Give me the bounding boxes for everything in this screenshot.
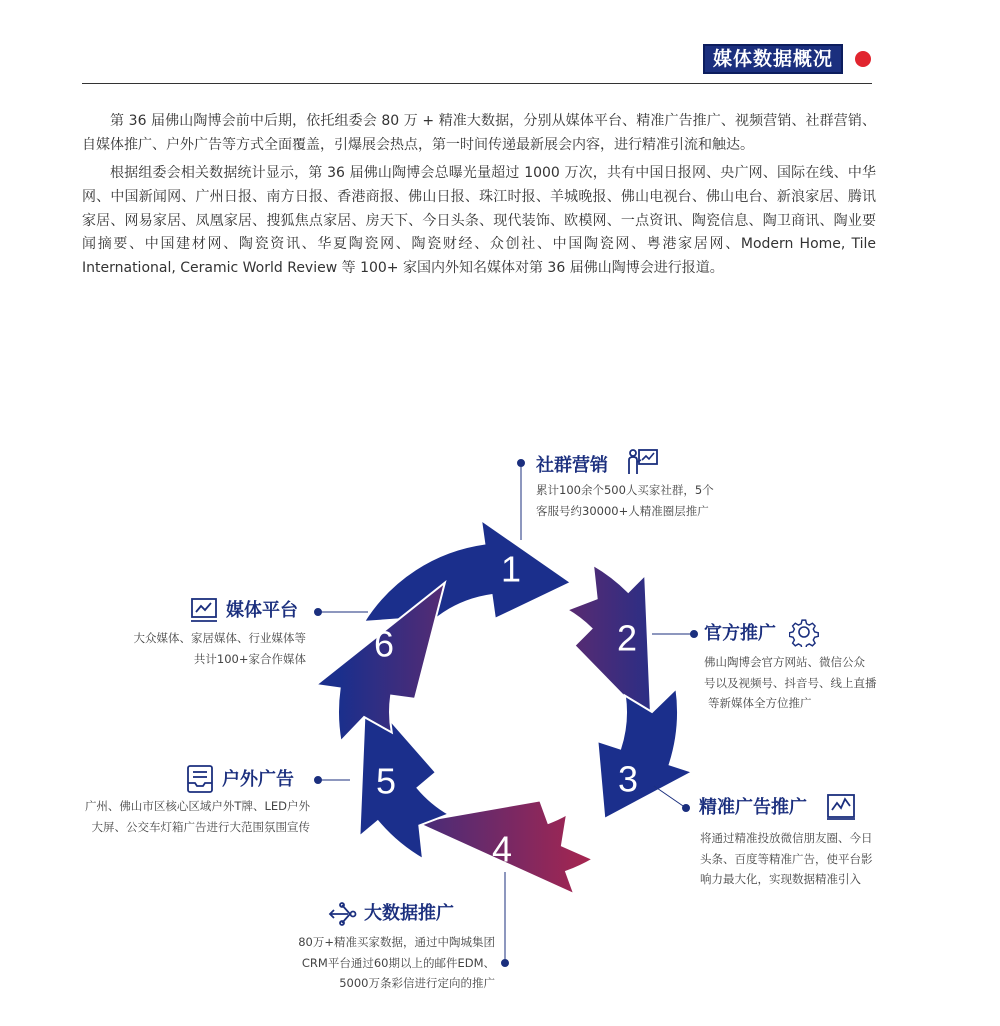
item-bigdata-title: 大数据推广 — [364, 903, 454, 924]
gear-icon — [789, 617, 819, 647]
cycle-arrow-2 — [567, 565, 651, 725]
cycle-number-2: 2 — [616, 617, 638, 659]
cycle-number-5: 5 — [375, 760, 397, 802]
item-outdoor-line: 大屏、公交车灯箱广告进行大范围氛围宣传 — [91, 819, 310, 834]
inbox-icon — [186, 764, 214, 794]
cycle-number-4: 4 — [491, 828, 513, 870]
item-media-line: 共计100+家合作媒体 — [193, 651, 306, 666]
item-bigdata-line: CRM平台通过60期以上的邮件EDM、 — [301, 955, 495, 970]
connector-dot-social — [518, 460, 525, 467]
item-official-line: 佛山陶博会官方网站、微信公众 — [704, 655, 865, 669]
chart-icon — [826, 793, 856, 821]
item-ads-title: 精准广告推广 — [699, 797, 807, 818]
intro-paragraph: 第 36 届佛山陶博会前中后期，依托组委会 80 万 + 精准大数据，分别从媒体平台、精准广告推广、视频营销、社群营销、自媒体推广、户外广告等方式全面覆盖，引爆展会热点，第一时间传递最新展会内容，进行精准引流和触达。 — [82, 113, 876, 153]
presentation-icon — [627, 448, 659, 476]
stats-paragraph: 根据组委会相关数据统计显示，第 36 届佛山陶博会总曝光量超过 1000 万次，共有中国日报网、央广网、国际在线、中华网、中国新闻网、广州日报、南方日报、香港商报、佛山日报、珠江时报、羊城晚报、佛山电视台、佛山电台、新浪家居、腾讯家居、网易家居、凤凰家居、搜狐焦点家居、房天下、今日头条、现代装饰、欧模网、一点资讯、陶瓷信息、陶卫商讯、陶业要闻摘要、中国建材网、陶瓷资讯、华夏陶瓷网、陶瓷财经、众创社、中国陶瓷网、粤港家居网、Modern Home, Tile International, Ceramic World Review 等 100+ 家国内外知名媒体对第 36 届佛山陶博会进行报道。 — [82, 165, 876, 277]
item-outdoor-title: 户外广告 — [222, 769, 294, 790]
item-social-line: 客服号约30000+人精准圈层推广 — [536, 503, 709, 518]
cycle-arrow-3 — [597, 688, 692, 819]
cycle-number-6: 6 — [373, 623, 395, 665]
cycle-number-3: 3 — [617, 758, 639, 800]
connector-dot-ads — [683, 805, 690, 812]
item-ads-line: 响力最大化，实现数据精准引入 — [700, 872, 861, 886]
item-bigdata-line: 80万+精准买家数据，通过中陶城集团 — [298, 935, 495, 949]
item-social-line: 累计100余个500人买家社群，5个 — [536, 483, 714, 497]
connector-dot-outdoor — [315, 777, 322, 784]
item-official-line: 等新媒体全方位推广 — [708, 696, 812, 710]
item-outdoor-line: 广州、佛山市区核心区域户外T牌、LED户外 — [84, 799, 310, 813]
item-bigdata-desc — [200, 932, 495, 994]
connector-dot-media — [315, 609, 322, 616]
share-icon — [328, 902, 358, 926]
item-media-line: 大众媒体、家居媒体、行业媒体等 — [133, 631, 306, 645]
item-social-title: 社群营销 — [536, 455, 608, 476]
item-media-desc — [100, 628, 306, 669]
item-social-desc — [536, 480, 714, 521]
item-ads-desc — [700, 828, 873, 890]
connector-dot-bigdata — [502, 960, 509, 967]
connector-dot-official — [691, 631, 698, 638]
monitor-chart-icon — [190, 597, 218, 623]
item-ads-line: 将通过精准投放微信朋友圈、今日 — [700, 831, 873, 845]
item-official-title: 官方推广 — [704, 623, 776, 644]
item-bigdata-line: 5000万条彩信进行定向的推广 — [339, 976, 495, 990]
section-title: 媒体数据概况 — [703, 44, 843, 74]
item-official-line: 号以及视频号、抖音号、线上直播 — [704, 675, 877, 690]
item-media-title: 媒体平台 — [226, 600, 298, 621]
item-ads-line: 头条、百度等精准广告，使平台影 — [700, 851, 873, 866]
item-official-desc — [704, 652, 877, 714]
item-outdoor-desc — [40, 796, 310, 837]
cycle-number-1: 1 — [500, 548, 522, 590]
connector-ads — [654, 786, 686, 808]
